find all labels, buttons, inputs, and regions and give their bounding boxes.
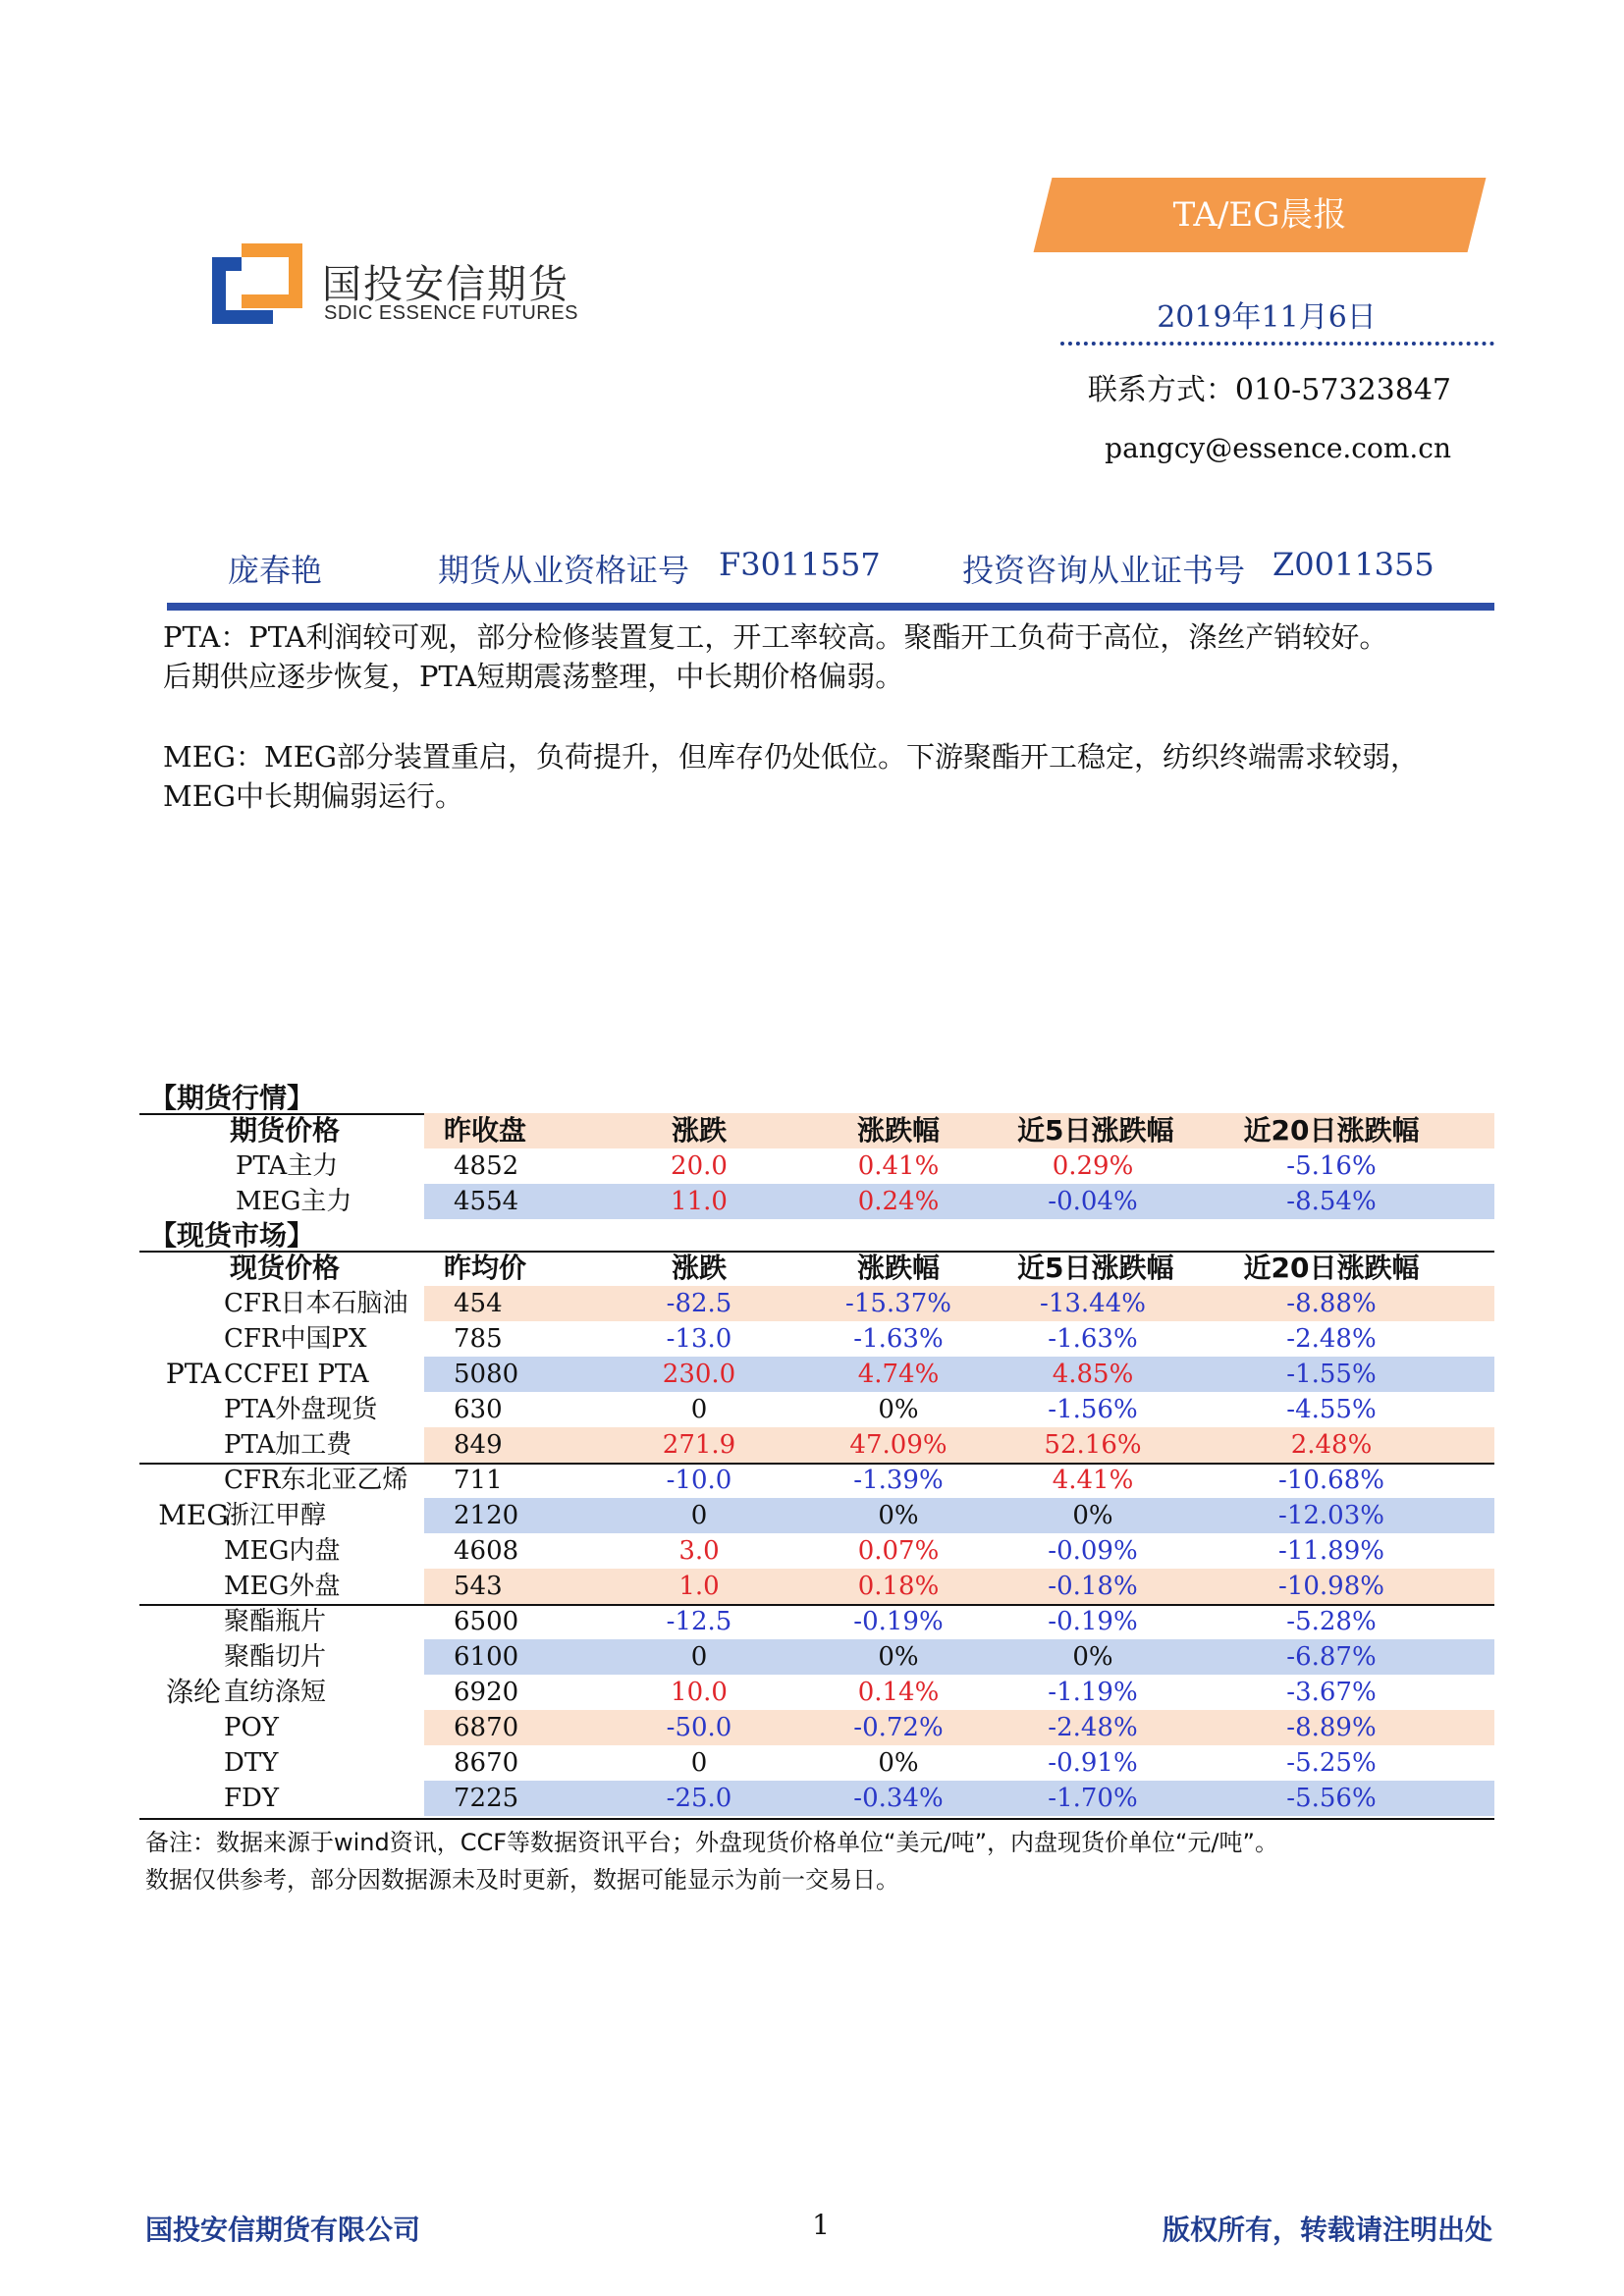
cell-change-pct: 47.09% — [849, 1430, 947, 1460]
cell-5d-pct: 0.29% — [1052, 1151, 1134, 1181]
cell-change: 11.0 — [671, 1187, 728, 1216]
cell-5d-pct: -13.44% — [1040, 1289, 1146, 1318]
futures-section-title: 【期货行情】 — [149, 1082, 315, 1114]
row-label: CFR东北亚乙烯 — [224, 1466, 408, 1495]
report-tag: TA/EG晨报 — [1172, 195, 1347, 235]
cell-change: 0 — [690, 1395, 708, 1424]
cell-avg-price: 630 — [454, 1395, 503, 1424]
cell-avg-price: 6100 — [454, 1642, 519, 1672]
cell-avg-price: 543 — [454, 1572, 503, 1601]
cell-5d-pct: -1.63% — [1048, 1324, 1138, 1354]
cell-avg-price: 454 — [454, 1289, 503, 1318]
cell-avg-price: 785 — [454, 1324, 503, 1354]
table-row — [139, 1710, 1494, 1745]
header-cell: 昨收盘 — [444, 1114, 527, 1147]
cell-change: -25.0 — [666, 1784, 732, 1813]
header-cell: 现货价格 — [230, 1252, 341, 1284]
cell-20d-pct: -8.89% — [1286, 1713, 1377, 1742]
row-label: CFR日本石脑油 — [224, 1289, 408, 1318]
table-row — [139, 1184, 1494, 1219]
contact-phone: 联系方式：010-57323847 — [1087, 373, 1451, 407]
cell-5d-pct: -0.04% — [1048, 1187, 1138, 1216]
cell-avg-price: 2120 — [454, 1501, 519, 1530]
header-cell: 近5日涨跌幅 — [1017, 1114, 1174, 1147]
table-row — [139, 1745, 1494, 1781]
cell-change-pct: -1.63% — [853, 1324, 944, 1354]
category-pta: PTA — [165, 1358, 222, 1390]
spot-section-title: 【现货市场】 — [149, 1219, 315, 1252]
cell-5d-pct: -1.70% — [1048, 1784, 1138, 1813]
cell-5d-pct: 4.41% — [1052, 1466, 1134, 1495]
cell-20d-pct: -5.56% — [1286, 1784, 1377, 1813]
table-row — [139, 1533, 1494, 1569]
cell-change: -50.0 — [666, 1713, 732, 1742]
cell-avg-price: 8670 — [454, 1748, 519, 1778]
header-cell: 涨跌幅 — [856, 1114, 940, 1147]
logo-text-cn: 国投安信期货 — [322, 262, 569, 307]
header-cell: 涨跌幅 — [856, 1252, 940, 1284]
row-label: PTA加工费 — [224, 1430, 352, 1460]
row-label: MEG主力 — [236, 1187, 352, 1216]
cell-change: 271.9 — [662, 1430, 736, 1460]
cell-5d-pct: -0.18% — [1048, 1572, 1138, 1601]
table-row — [139, 1781, 1494, 1816]
invest-cert-number: Z0011355 — [1272, 546, 1435, 583]
header-cell: 期货价格 — [230, 1114, 341, 1147]
cell-change-pct: 4.74% — [857, 1360, 940, 1389]
category-meg: MEG — [158, 1499, 229, 1531]
row-label: MEG外盘 — [224, 1572, 341, 1601]
table-row — [139, 1286, 1494, 1321]
row-label: FDY — [224, 1784, 280, 1813]
table-row — [139, 1392, 1494, 1427]
cell-change: 3.0 — [678, 1536, 720, 1566]
cell-change: 10.0 — [671, 1678, 728, 1707]
header-cell: 近5日涨跌幅 — [1017, 1252, 1174, 1284]
cell-20d-pct: -1.55% — [1286, 1360, 1377, 1389]
header-cell: 近20日涨跌幅 — [1243, 1114, 1420, 1147]
cell-20d-pct: -2.48% — [1286, 1324, 1377, 1354]
cell-avg-price: 7225 — [454, 1784, 519, 1813]
summary-meg-line2: MEG中长期偏弱运行。 — [163, 779, 464, 813]
cell-5d-pct: -1.19% — [1048, 1678, 1138, 1707]
cell-change-pct: 0% — [878, 1642, 919, 1672]
cell-5d-pct: -0.09% — [1048, 1536, 1138, 1566]
cell-5d-pct: -2.48% — [1048, 1713, 1138, 1742]
header-cell: 涨跌 — [671, 1114, 727, 1147]
spot-header-row — [139, 1251, 1494, 1286]
cell-change: 230.0 — [662, 1360, 736, 1389]
summary-pta-line2: 后期供应逐步恢复，PTA短期震荡整理，中长期价格偏弱。 — [163, 660, 904, 693]
market-table — [139, 1082, 1494, 1813]
row-label: 聚酯瓶片 — [224, 1607, 327, 1636]
cell-change-pct: 0% — [878, 1748, 919, 1778]
company-logo-icon — [212, 243, 302, 324]
cell-20d-pct: -5.25% — [1286, 1748, 1377, 1778]
cell-change-pct: -15.37% — [845, 1289, 951, 1318]
cell-change-pct: 0.14% — [857, 1678, 940, 1707]
table-row — [139, 1639, 1494, 1675]
cell-prev-close: 4554 — [454, 1187, 519, 1216]
table-row — [139, 1321, 1494, 1357]
table-row — [139, 1675, 1494, 1710]
cell-change-pct: 0% — [878, 1501, 919, 1530]
cell-change-pct: 0.07% — [857, 1536, 940, 1566]
table-row — [139, 1357, 1494, 1392]
cell-5d-pct: 0% — [1072, 1642, 1113, 1672]
logo-text-en: SDIC ESSENCE FUTURES — [324, 302, 578, 324]
cell-change-pct: -0.34% — [853, 1784, 944, 1813]
cell-20d-pct: -4.55% — [1286, 1395, 1377, 1424]
row-label: CCFEI PTA — [224, 1360, 369, 1389]
row-label: 直纺涤短 — [224, 1678, 327, 1707]
cell-change-pct: 0.18% — [857, 1572, 940, 1601]
report-date: 2019年11月6日 — [1157, 300, 1377, 335]
header-cell: 涨跌 — [671, 1252, 727, 1284]
futures-cert-label: 期货从业资格证号 — [438, 552, 690, 589]
cell-20d-pct: -6.87% — [1286, 1642, 1377, 1672]
cell-20d-pct: -10.68% — [1278, 1466, 1384, 1495]
summary-pta-line1: PTA：PTA利润较可观，部分检修装置复工，开工率较高。聚酯开工负荷于高位，涤丝产销较好。 — [163, 620, 1388, 654]
footer-copyright: 版权所有，转载请注明出处 — [1162, 2214, 1492, 2246]
cell-20d-pct: -5.28% — [1286, 1607, 1377, 1636]
cell-change: 20.0 — [671, 1151, 728, 1181]
cell-change: 0 — [690, 1642, 708, 1672]
header-cell: 近20日涨跌幅 — [1243, 1252, 1420, 1284]
cell-5d-pct: -0.91% — [1048, 1748, 1138, 1778]
page-number: 1 — [812, 2209, 830, 2241]
cell-avg-price: 6920 — [454, 1678, 519, 1707]
table-row — [139, 1498, 1494, 1533]
cell-20d-pct: -5.16% — [1286, 1151, 1377, 1181]
table-row — [139, 1148, 1494, 1184]
cell-change-pct: -0.19% — [853, 1607, 944, 1636]
cell-20d-pct: -11.89% — [1278, 1536, 1384, 1566]
futures-header-row — [139, 1113, 1494, 1148]
header-cell: 昨均价 — [444, 1252, 527, 1284]
cell-20d-pct: -8.54% — [1286, 1187, 1377, 1216]
row-label: CFR中国PX — [224, 1324, 367, 1354]
cell-change: 0 — [690, 1501, 708, 1530]
footer-company: 国投安信期货有限公司 — [145, 2214, 421, 2246]
table-row — [139, 1463, 1494, 1498]
cell-20d-pct: -10.98% — [1278, 1572, 1384, 1601]
invest-cert-label: 投资咨询从业证书号 — [962, 552, 1246, 589]
cell-avg-price: 5080 — [454, 1360, 519, 1389]
cell-20d-pct: -3.67% — [1286, 1678, 1377, 1707]
cell-20d-pct: 2.48% — [1290, 1430, 1373, 1460]
author-name: 庞春艳 — [228, 552, 323, 589]
table-row — [139, 1427, 1494, 1463]
category-polyester: 涤纶 — [165, 1676, 221, 1708]
note-line2: 数据仅供参考，部分因数据源未及时更新，数据可能显示为前一交易日。 — [145, 1866, 899, 1894]
row-label: DTY — [224, 1748, 279, 1778]
row-label: 浙江甲醇 — [224, 1501, 327, 1530]
cell-5d-pct: -0.19% — [1048, 1607, 1138, 1636]
cell-20d-pct: -8.88% — [1286, 1289, 1377, 1318]
futures-cert-number: F3011557 — [719, 546, 881, 583]
summary-meg-line1: MEG：MEG部分装置重启，负荷提升，但库存仍处低位。下游聚酯开工稳定，纺织终端需求较弱， — [163, 740, 1420, 774]
author-divider — [167, 603, 1494, 611]
cell-change-pct: 0.41% — [857, 1151, 940, 1181]
cell-prev-close: 4852 — [454, 1151, 519, 1181]
cell-avg-price: 6870 — [454, 1713, 519, 1742]
cell-avg-price: 849 — [454, 1430, 503, 1460]
cell-change: -10.0 — [666, 1466, 732, 1495]
cell-change-pct: -1.39% — [853, 1466, 944, 1495]
cell-change: -82.5 — [666, 1289, 732, 1318]
contact-email[interactable]: pangcy@essence.com.cn — [1105, 432, 1451, 464]
cell-avg-price: 711 — [454, 1466, 503, 1495]
cell-change: 1.0 — [678, 1572, 720, 1601]
cell-20d-pct: -12.03% — [1278, 1501, 1384, 1530]
cell-change: -12.5 — [666, 1607, 732, 1636]
cell-5d-pct: -1.56% — [1048, 1395, 1138, 1424]
cell-change: -13.0 — [666, 1324, 732, 1354]
row-label: PTA主力 — [236, 1151, 339, 1181]
cell-avg-price: 4608 — [454, 1536, 519, 1566]
table-row — [139, 1569, 1494, 1604]
table-row — [139, 1604, 1494, 1639]
row-label: PTA外盘现货 — [224, 1395, 378, 1424]
note-line1: 备注：数据来源于wind资讯，CCF等数据资讯平台；外盘现货价格单位“美元/吨”，内盘现货价单位“元/吨”。 — [145, 1829, 1278, 1856]
dotted-divider — [1060, 342, 1494, 346]
cell-5d-pct: 52.16% — [1044, 1430, 1142, 1460]
cell-change: 0 — [690, 1748, 708, 1778]
cell-change-pct: 0.24% — [857, 1187, 940, 1216]
cell-change-pct: -0.72% — [853, 1713, 944, 1742]
cell-5d-pct: 4.85% — [1052, 1360, 1134, 1389]
row-label: MEG内盘 — [224, 1536, 341, 1566]
row-label: 聚酯切片 — [224, 1642, 327, 1672]
cell-change-pct: 0% — [878, 1395, 919, 1424]
row-label: POY — [224, 1713, 279, 1742]
cell-avg-price: 6500 — [454, 1607, 519, 1636]
table-rule — [139, 1818, 1494, 1820]
cell-5d-pct: 0% — [1072, 1501, 1113, 1530]
